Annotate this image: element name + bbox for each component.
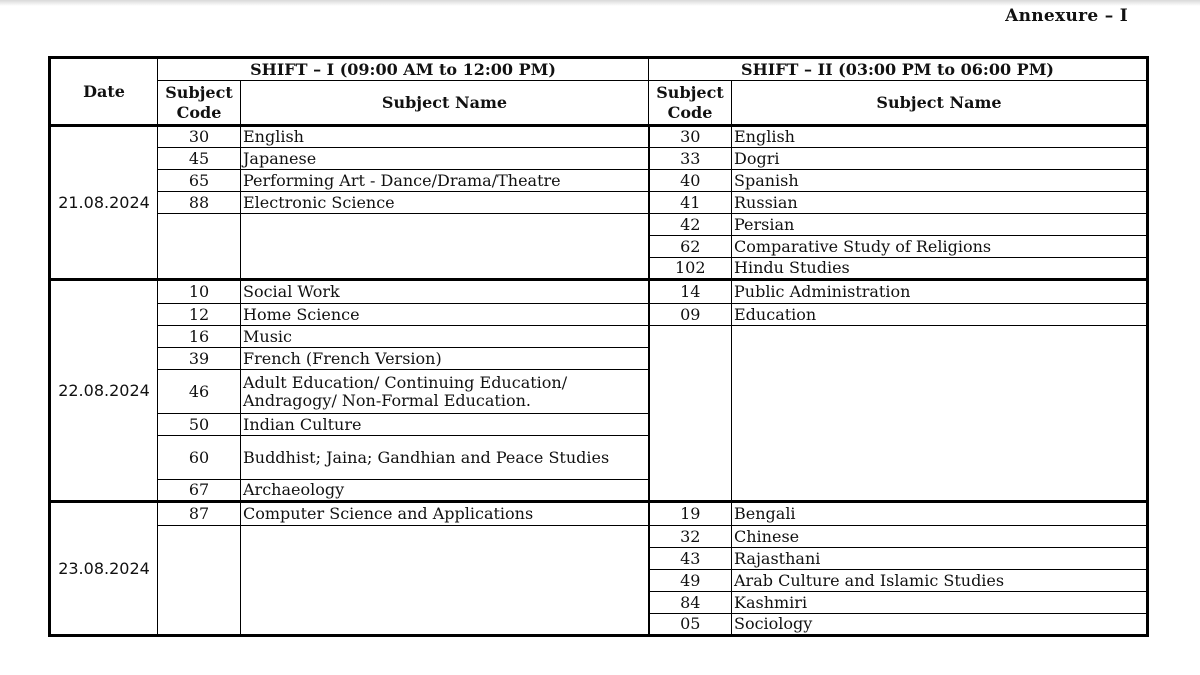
shift2-subject-code: 42 bbox=[649, 214, 732, 236]
shift2-subject-name: Dogri bbox=[732, 148, 1148, 170]
date-cell: 23.08.2024 bbox=[50, 502, 158, 636]
shift1-subject-name: Buddhist; Jaina; Gandhian and Peace Studies bbox=[241, 436, 649, 480]
shift1-subject-code-header bbox=[158, 81, 241, 126]
shift1-subject-code: 30 bbox=[158, 126, 241, 148]
annexure-label: Annexure – I bbox=[1005, 6, 1128, 26]
shift1-subject-code: 50 bbox=[158, 414, 241, 436]
shift2-subject-name: Arab Culture and Islamic Studies bbox=[732, 570, 1148, 592]
shift1-subject-name: French (French Version) bbox=[241, 348, 649, 370]
date-group bbox=[50, 126, 1148, 280]
shift2-subject-code: 84 bbox=[649, 592, 732, 614]
shift2-subject-code: 30 bbox=[649, 126, 732, 148]
shift1-subject-name: Archaeology bbox=[241, 480, 649, 502]
shift2-subject-code: 33 bbox=[649, 148, 732, 170]
shift2-subject-name: Bengali bbox=[732, 502, 1148, 526]
shift1-subject-code: 88 bbox=[158, 192, 241, 214]
table-row bbox=[50, 502, 1148, 526]
shift2-subject-code: 62 bbox=[649, 236, 732, 258]
shift1-subject-code: 60 bbox=[158, 436, 241, 480]
shift2-subject-name: Chinese bbox=[732, 526, 1148, 548]
table-row bbox=[50, 170, 1148, 192]
shift1-subject-name: Computer Science and Applications bbox=[241, 502, 649, 526]
shift1-subject-code: 45 bbox=[158, 148, 241, 170]
table-row bbox=[50, 304, 1148, 326]
shift1-empty-name bbox=[241, 526, 649, 636]
date-group bbox=[50, 502, 1148, 636]
shift1-empty-code bbox=[158, 526, 241, 636]
shift2-subject-code: 14 bbox=[649, 280, 732, 304]
shift1-subject-name: Social Work bbox=[241, 280, 649, 304]
shift2-subject-name: Public Administration bbox=[732, 280, 1148, 304]
shift2-subject-name: Kashmiri bbox=[732, 592, 1148, 614]
shift1-subject-code: 16 bbox=[158, 326, 241, 348]
shift1-subject-code: 46 bbox=[158, 370, 241, 414]
shift2-subject-code: 19 bbox=[649, 502, 732, 526]
shift1-subject-code: 12 bbox=[158, 304, 241, 326]
shift1-header: SHIFT – I (09:00 AM to 12:00 PM) bbox=[158, 58, 649, 81]
shift2-subject-code: 40 bbox=[649, 170, 732, 192]
shift2-subject-name: English bbox=[732, 126, 1148, 148]
shift2-subject-code: 09 bbox=[649, 304, 732, 326]
date-header: Date bbox=[50, 58, 158, 126]
shift2-subject-code: 102 bbox=[649, 258, 732, 280]
shift1-subject-code: 87 bbox=[158, 502, 241, 526]
table-row bbox=[50, 214, 1148, 236]
shift1-subject-name: Electronic Science bbox=[241, 192, 649, 214]
shift1-subject-name: Adult Education/ Continuing Education/ Andragogy/ Non-Formal Education. bbox=[241, 370, 649, 414]
shift2-subject-name: Education bbox=[732, 304, 1148, 326]
shift1-subject-name: Japanese bbox=[241, 148, 649, 170]
shift2-subject-name: Persian bbox=[732, 214, 1148, 236]
shift1-subject-code: 39 bbox=[158, 348, 241, 370]
shift2-subject-name: Russian bbox=[732, 192, 1148, 214]
shift1-subject-name: Music bbox=[241, 326, 649, 348]
shift2-subject-code: 05 bbox=[649, 614, 732, 636]
table-row bbox=[50, 280, 1148, 304]
exam-schedule-table bbox=[48, 56, 1149, 637]
table-row bbox=[50, 148, 1148, 170]
shift1-empty-code bbox=[158, 214, 241, 280]
subject-code-header-line1: Subject bbox=[656, 82, 724, 102]
subject-code-header-line2: Code bbox=[176, 102, 222, 122]
date-cell: 22.08.2024 bbox=[50, 280, 158, 502]
shift1-subject-name-header: Subject Name bbox=[241, 81, 649, 126]
shift2-subject-code: 32 bbox=[649, 526, 732, 548]
shift2-subject-name: Hindu Studies bbox=[732, 258, 1148, 280]
table-row bbox=[50, 192, 1148, 214]
shift2-subject-code: 49 bbox=[649, 570, 732, 592]
table-row bbox=[50, 126, 1148, 148]
subject-code-header-line1: Subject bbox=[165, 82, 233, 102]
shift2-subject-name: Spanish bbox=[732, 170, 1148, 192]
shift2-subject-name: Rajasthani bbox=[732, 548, 1148, 570]
table-header bbox=[50, 58, 1148, 126]
shift2-subject-name: Comparative Study of Religions bbox=[732, 236, 1148, 258]
shift2-subject-code: 41 bbox=[649, 192, 732, 214]
shift1-subject-code: 10 bbox=[158, 280, 241, 304]
shift1-empty-name bbox=[241, 214, 649, 280]
date-cell: 21.08.2024 bbox=[50, 126, 158, 280]
shift1-subject-code: 65 bbox=[158, 170, 241, 192]
shift1-subject-name: English bbox=[241, 126, 649, 148]
shift2-subject-name-header: Subject Name bbox=[732, 81, 1148, 126]
shift2-empty-name bbox=[732, 326, 1148, 502]
shift1-subject-code: 67 bbox=[158, 480, 241, 502]
shift2-empty-code bbox=[649, 326, 732, 502]
shift2-header: SHIFT – II (03:00 PM to 06:00 PM) bbox=[649, 58, 1148, 81]
shift2-subject-name: Sociology bbox=[732, 614, 1148, 636]
shift1-subject-name: Indian Culture bbox=[241, 414, 649, 436]
table-row bbox=[50, 326, 1148, 348]
shift1-subject-name: Performing Art - Dance/Drama/Theatre bbox=[241, 170, 649, 192]
shift2-subject-code: 43 bbox=[649, 548, 732, 570]
shift2-subject-code-header bbox=[649, 81, 732, 126]
date-group bbox=[50, 280, 1148, 502]
table-row bbox=[50, 526, 1148, 548]
shift1-subject-name: Home Science bbox=[241, 304, 649, 326]
subject-code-header-line2: Code bbox=[667, 102, 713, 122]
